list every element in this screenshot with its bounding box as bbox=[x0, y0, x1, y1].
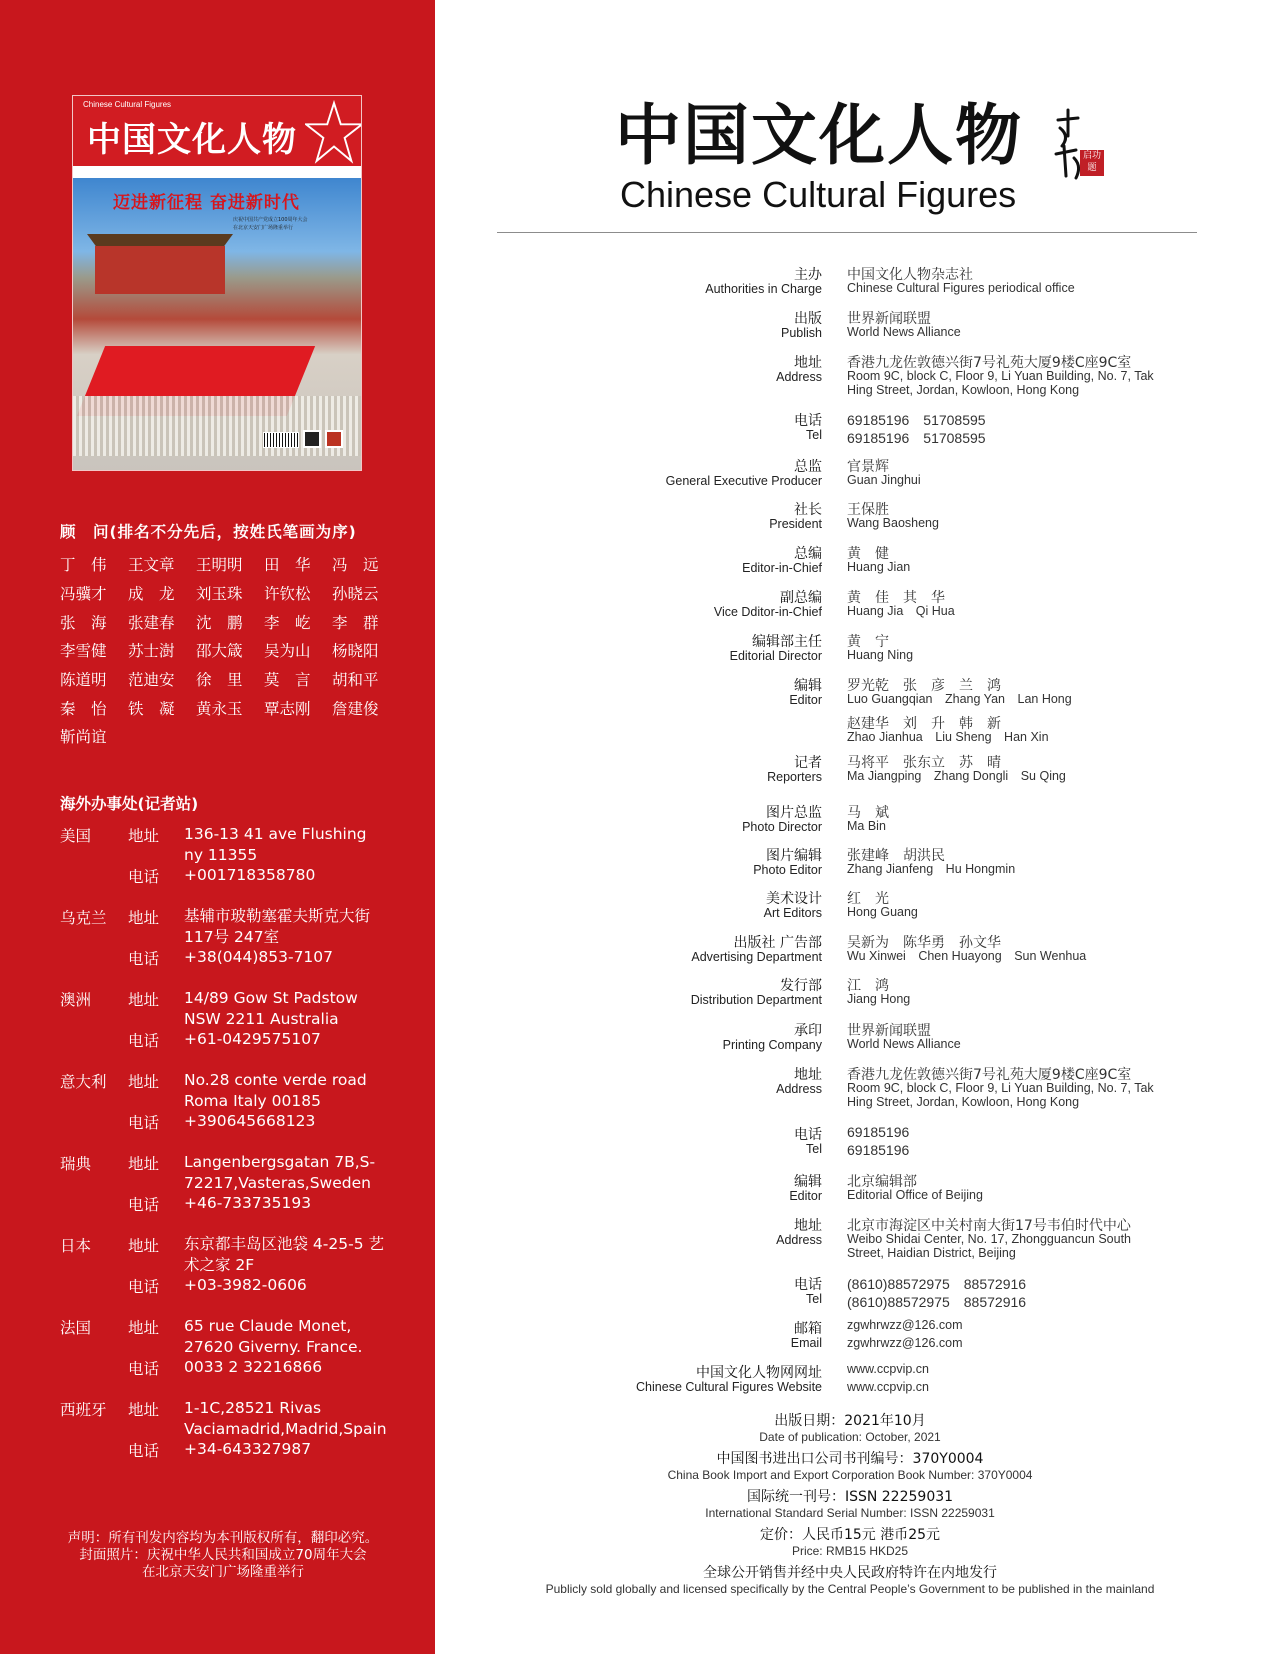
advisor-name: 李雪健 bbox=[60, 642, 107, 661]
office-country: 意大利 bbox=[60, 1073, 107, 1091]
name-cn: 吴新为 陈华勇 孙文华 bbox=[847, 935, 1001, 951]
office-address: 1-1C,28521 Rivas Vaciamadrid,Madrid,Spain bbox=[184, 1399, 387, 1438]
name-cn: 北京市海淀区中关村南大街17号韦伯时代中心 bbox=[847, 1218, 1131, 1234]
address-label: 地址 bbox=[128, 909, 160, 927]
role-label-en: Chinese Cultural Figures Website bbox=[636, 1380, 822, 1394]
name-en: Huang Jian bbox=[847, 560, 911, 574]
role-label-en: Vice Dditor-in-Chief bbox=[713, 605, 822, 619]
cover-strip bbox=[73, 166, 361, 178]
qr-code bbox=[303, 430, 321, 448]
office-entry bbox=[60, 1070, 390, 1140]
office-tel: +34-643327987 bbox=[184, 1440, 312, 1458]
name-en: Ma Bin bbox=[847, 819, 886, 833]
cover-en-title: Chinese Cultural Figures bbox=[83, 100, 172, 109]
role-label-en: Address bbox=[776, 1233, 822, 1247]
star-icon bbox=[305, 100, 362, 166]
cover-subtitle-line: 庆祝中国共产党成立100周年大会 bbox=[233, 217, 308, 223]
role-label-en: General Executive Producer bbox=[665, 474, 822, 488]
cover-subtitle-line: 在北京天安门广场隆重举行 bbox=[233, 225, 294, 231]
role-label-cn: 电话 bbox=[794, 1127, 822, 1143]
office-country: 西班牙 bbox=[60, 1401, 107, 1419]
role-label-cn: 总编 bbox=[794, 546, 822, 562]
advisor-name: 刘玉珠 bbox=[196, 585, 243, 604]
advisor-name: 田 华 bbox=[264, 556, 311, 575]
role-label-cn: 图片总监 bbox=[766, 805, 822, 821]
role-label-cn: 中国文化人物网网址 bbox=[696, 1365, 822, 1381]
office-tel: +46-733735193 bbox=[184, 1194, 312, 1212]
role-label-en: Art Editors bbox=[763, 906, 822, 920]
overseas-title: 海外办事处(记者站) bbox=[60, 795, 199, 813]
name-cn: 北京编辑部 bbox=[847, 1174, 917, 1190]
office-entry bbox=[60, 1398, 390, 1468]
name-cn: 官景辉 bbox=[847, 459, 889, 475]
phone-number: (8610)88572975 88572916 bbox=[847, 1294, 1027, 1310]
office-country: 法国 bbox=[60, 1319, 92, 1337]
name-cn: 世界新闻联盟 bbox=[847, 1023, 931, 1039]
cover-cn-title: 中国文化人物 bbox=[87, 120, 297, 160]
tel-label: 电话 bbox=[128, 1360, 160, 1378]
role-label-en: Printing Company bbox=[722, 1038, 822, 1052]
advisor-name: 王明明 bbox=[196, 556, 243, 575]
name-cn: 江 鸿 bbox=[847, 978, 889, 994]
role-label-en: President bbox=[769, 517, 822, 531]
name-en: Zhao Jianhua Liu Sheng Han Xin bbox=[847, 730, 1049, 744]
advisor-row bbox=[60, 579, 400, 608]
name-en: Editorial Office of Beijing bbox=[847, 1188, 983, 1202]
advisor-row bbox=[60, 665, 400, 694]
role-label-en: Photo Editor bbox=[753, 863, 822, 877]
role-label-cn: 地址 bbox=[794, 1218, 822, 1234]
name-cn: 赵建华 刘 升 韩 新 bbox=[847, 716, 1001, 732]
role-label-en: Email bbox=[790, 1336, 822, 1350]
name-en: Room 9C, block C, Floor 9, Li Yuan Building, No. 7, Tak Hing Street, Jordan, Kowloon, Hong Kong bbox=[847, 1081, 1154, 1109]
role-label-cn: 总监 bbox=[794, 459, 822, 475]
name-cn: 黄 宁 bbox=[847, 634, 889, 650]
advisor-name: 张 海 bbox=[60, 613, 107, 632]
role-label-cn: 美术设计 bbox=[766, 891, 822, 907]
advisor-row bbox=[60, 693, 400, 722]
name-en: Room 9C, block C, Floor 9, Li Yuan Building, No. 7, Tak Hing Street, Jordan, Kowloon, Hong Kong bbox=[847, 369, 1154, 397]
office-tel: +390645668123 bbox=[184, 1112, 316, 1130]
role-label-cn: 记者 bbox=[794, 755, 822, 771]
phone-number: 69185196 51708595 bbox=[847, 412, 986, 428]
advisor-name: 詹建俊 bbox=[332, 699, 379, 718]
advisor-name: 王文章 bbox=[128, 556, 175, 575]
contact-value: zgwhrwzz@126.com bbox=[847, 1318, 963, 1332]
address-label: 地址 bbox=[128, 991, 160, 1009]
office-entry bbox=[60, 1316, 390, 1386]
role-label-cn: 图片编辑 bbox=[766, 848, 822, 864]
magazine-logo-en: Chinese Cultural Figures bbox=[620, 174, 1017, 215]
magazine-logo-cn: 中国文化人物 bbox=[615, 96, 1023, 174]
advisor-name: 邵大箴 bbox=[196, 642, 243, 661]
name-en: World News Alliance bbox=[847, 325, 961, 339]
role-label-cn: 发行部 bbox=[780, 978, 822, 994]
contact-value: www.ccpvip.cn bbox=[847, 1380, 929, 1394]
tel-label: 电话 bbox=[128, 1114, 160, 1132]
footer-line-cn: 出版日期：2021年10月 bbox=[774, 1413, 926, 1429]
advisor-name: 覃志刚 bbox=[264, 699, 311, 718]
office-address: 基辅市玻勒塞霍夫斯克大街 117号 247室 bbox=[184, 907, 371, 946]
name-en: Chinese Cultural Figures periodical office bbox=[847, 281, 1075, 295]
advisor-name: 沈 鹏 bbox=[196, 613, 243, 632]
name-cn: 香港九龙佐敦德兴街7号礼苑大厦9楼C座9C室 bbox=[847, 355, 1132, 371]
contact-value: www.ccpvip.cn bbox=[847, 1362, 929, 1376]
advisor-name: 陈道明 bbox=[60, 671, 107, 690]
role-label-en: Editor bbox=[789, 693, 822, 707]
footer-line-en: Price: RMB15 HKD25 bbox=[791, 1544, 909, 1558]
role-label-en: Publish bbox=[781, 326, 822, 340]
role-label-cn: 主办 bbox=[794, 267, 822, 283]
advisor-row bbox=[60, 607, 400, 636]
role-label-cn: 地址 bbox=[794, 1067, 822, 1083]
role-label-cn: 地址 bbox=[794, 355, 822, 371]
advisor-name: 范迪安 bbox=[128, 671, 175, 690]
cover-gate bbox=[95, 246, 225, 294]
name-en: Wang Baosheng bbox=[847, 516, 939, 530]
office-country: 美国 bbox=[60, 827, 92, 845]
name-en: Luo Guangqian Zhang Yan Lan Hong bbox=[847, 692, 1072, 706]
office-entry bbox=[60, 824, 390, 894]
advisor-name: 李 群 bbox=[332, 613, 379, 632]
advisor-name: 许钦松 bbox=[264, 585, 311, 604]
office-tel: +61-0429575107 bbox=[184, 1030, 321, 1048]
role-label-cn: 社长 bbox=[794, 502, 822, 518]
footer-line-cn: 国际统一刊号：ISSN 22259031 bbox=[746, 1489, 954, 1505]
cover-subtitle bbox=[233, 216, 353, 232]
office-tel: 0033 2 32216866 bbox=[184, 1358, 323, 1376]
phone-number: 69185196 bbox=[847, 1142, 910, 1158]
name-en: Guan Jinghui bbox=[847, 473, 921, 487]
office-entry bbox=[60, 1234, 390, 1304]
name-cn: 中国文化人物杂志社 bbox=[847, 267, 973, 283]
address-label: 地址 bbox=[128, 1073, 160, 1091]
office-tel: +38(044)853-7107 bbox=[184, 948, 334, 966]
publication-footer bbox=[500, 1412, 1200, 1602]
advisor-row bbox=[60, 722, 400, 751]
phone-number: (8610)88572975 88572916 bbox=[847, 1276, 1027, 1292]
advisor-name: 成 龙 bbox=[128, 585, 175, 604]
cover-thumbnail bbox=[72, 95, 362, 471]
copyright-statement bbox=[38, 1530, 408, 1581]
tel-label: 电话 bbox=[128, 1032, 160, 1050]
name-cn: 香港九龙佐敦德兴街7号礼苑大厦9楼C座9C室 bbox=[847, 1067, 1132, 1083]
role-label-en: Photo Director bbox=[742, 820, 822, 834]
role-label-cn: 电话 bbox=[794, 1277, 822, 1293]
footer-line-en: Publicly sold globally and licensed specifically by the Central People’s Government to be published in the mainland bbox=[545, 1582, 1155, 1596]
footer-line-cn: 定价：人民币15元 港币25元 bbox=[759, 1527, 941, 1543]
role-label-en: Advertising Department bbox=[691, 950, 822, 964]
name-en: Huang Ning bbox=[847, 648, 914, 662]
office-country: 日本 bbox=[60, 1237, 92, 1255]
role-label-cn: 副总编 bbox=[780, 590, 822, 606]
name-en: Zhang Jianfeng Hu Hongmin bbox=[847, 862, 1016, 876]
advisor-name: 靳尚谊 bbox=[60, 728, 107, 747]
advisor-name: 铁 凝 bbox=[128, 699, 175, 718]
office-country: 乌克兰 bbox=[60, 909, 107, 927]
advisors-list bbox=[60, 550, 400, 751]
tel-label: 电话 bbox=[128, 1278, 160, 1296]
office-tel: +03-3982-0606 bbox=[184, 1276, 307, 1294]
office-entry bbox=[60, 906, 390, 976]
role-label-cn: 电话 bbox=[794, 413, 822, 429]
tel-label: 电话 bbox=[128, 950, 160, 968]
advisor-name: 黄永玉 bbox=[196, 699, 243, 718]
advisor-name: 莫 言 bbox=[264, 671, 311, 690]
cover-headline: 迈进新征程 奋进新时代 bbox=[113, 193, 300, 213]
address-label: 地址 bbox=[128, 1237, 160, 1255]
role-label-en: Editor bbox=[789, 1189, 822, 1203]
advisor-name: 冯 远 bbox=[332, 556, 379, 575]
advisor-name: 杨晓阳 bbox=[332, 642, 379, 661]
office-tel: +001718358780 bbox=[184, 866, 316, 884]
role-label-en: Distribution Department bbox=[690, 993, 822, 1007]
advisor-name: 丁 伟 bbox=[60, 556, 107, 575]
name-en: Ma Jiangping Zhang Dongli Su Qing bbox=[847, 769, 1066, 783]
advisors-title: 顾 问(排名不分先后，按姓氏笔画为序) bbox=[60, 523, 357, 541]
name-en: Huang Jia Qi Hua bbox=[847, 604, 955, 618]
footer-line-cn: 中国图书进出口公司书刊编号：370Y0004 bbox=[716, 1451, 984, 1467]
footer-line-en: Date of publication: October, 2021 bbox=[759, 1430, 941, 1444]
role-label-en: Authorities in Charge bbox=[705, 282, 822, 296]
role-label-cn: 出版 bbox=[794, 311, 822, 327]
barcode bbox=[263, 432, 299, 448]
office-address: 136-13 41 ave Flushing ny 11355 bbox=[184, 825, 367, 864]
advisor-name: 冯骥才 bbox=[60, 585, 107, 604]
advisor-name: 秦 怡 bbox=[60, 699, 107, 718]
advisor-row bbox=[60, 550, 400, 579]
header-divider bbox=[497, 232, 1197, 233]
name-cn: 马 斌 bbox=[847, 805, 889, 821]
role-label-en: Tel bbox=[806, 428, 822, 442]
phone-number: 69185196 bbox=[847, 1124, 910, 1140]
office-address: 14/89 Gow St Padstow NSW 2211 Australia bbox=[184, 989, 358, 1028]
advisor-name: 苏士澍 bbox=[128, 642, 175, 661]
advisor-name: 胡和平 bbox=[332, 671, 379, 690]
left-sidebar bbox=[0, 0, 435, 1654]
name-en: Jiang Hong bbox=[847, 992, 911, 1006]
role-label-en: Tel bbox=[806, 1142, 822, 1156]
office-country: 瑞典 bbox=[60, 1155, 92, 1173]
name-cn: 马将平 张东立 苏 晴 bbox=[847, 755, 1001, 771]
office-entry bbox=[60, 988, 390, 1058]
role-label-cn: 编辑 bbox=[794, 1174, 822, 1190]
name-en: Hong Guang bbox=[847, 905, 918, 919]
name-cn: 王保胜 bbox=[847, 502, 889, 518]
role-label-en: Address bbox=[776, 370, 822, 384]
footer-line-cn: 全球公开销售并经中央人民政府特许在内地发行 bbox=[703, 1565, 997, 1581]
role-label-cn: 出版社 广告部 bbox=[733, 935, 822, 951]
role-label-cn: 编辑 bbox=[794, 678, 822, 694]
office-entry bbox=[60, 1152, 390, 1222]
office-address: 东京都丰岛区池袋 4-25-5 艺术之家 2F bbox=[184, 1235, 384, 1274]
name-en: Wu Xinwei Chen Huayong Sun Wenhua bbox=[847, 949, 1087, 963]
address-label: 地址 bbox=[128, 1401, 160, 1419]
statement-line: 在北京天安门广场隆重举行 bbox=[142, 1564, 304, 1580]
advisor-name: 李 屹 bbox=[264, 613, 311, 632]
seal-stamp: 启功题 bbox=[1080, 150, 1104, 176]
footer-line-en: China Book Import and Export Corporation Book Number: 370Y0004 bbox=[667, 1468, 1033, 1482]
contact-value: zgwhrwzz@126.com bbox=[847, 1336, 963, 1350]
role-label-cn: 承印 bbox=[794, 1023, 822, 1039]
office-country: 澳洲 bbox=[60, 991, 92, 1009]
advisor-name: 吴为山 bbox=[264, 642, 311, 661]
role-label-en: Editorial Director bbox=[729, 649, 822, 663]
address-label: 地址 bbox=[128, 827, 160, 845]
name-cn: 黄 佳 其 华 bbox=[847, 590, 945, 606]
advisor-name: 张建春 bbox=[128, 613, 175, 632]
name-en: Weibo Shidai Center, No. 17, Zhongguancun South Street, Haidian District, Beijing bbox=[847, 1232, 1131, 1260]
office-address: No.28 conte verde road Roma Italy 00185 bbox=[184, 1071, 367, 1110]
role-label-cn: 编辑部主任 bbox=[752, 634, 822, 650]
tel-label: 电话 bbox=[128, 868, 160, 886]
name-cn: 世界新闻联盟 bbox=[847, 311, 931, 327]
name-en: World News Alliance bbox=[847, 1037, 961, 1051]
statement-line: 封面照片：庆祝中华人民共和国成立70周年大会 bbox=[79, 1547, 367, 1563]
name-cn: 黄 健 bbox=[847, 546, 889, 562]
advisor-name: 徐 里 bbox=[196, 671, 243, 690]
phone-number: 69185196 51708595 bbox=[847, 430, 986, 446]
office-address: 65 rue Claude Monet, 27620 Giverny. France. bbox=[184, 1317, 363, 1356]
name-cn: 张建峰 胡洪民 bbox=[847, 848, 945, 864]
role-label-en: Editor-in-Chief bbox=[742, 561, 822, 575]
tel-label: 电话 bbox=[128, 1196, 160, 1214]
role-label-en: Tel bbox=[806, 1292, 822, 1306]
advisor-row bbox=[60, 636, 400, 665]
footer-line-en: International Standard Serial Number: ISSN 22259031 bbox=[705, 1506, 995, 1520]
statement-line: 声明：所有刊发内容均为本刊版权所有，翻印必究。 bbox=[67, 1530, 379, 1546]
tel-label: 电话 bbox=[128, 1442, 160, 1460]
address-label: 地址 bbox=[128, 1319, 160, 1337]
office-address: Langenbergsgatan 7B,S-72217,Vasteras,Sweden bbox=[184, 1153, 376, 1192]
name-cn: 罗光乾 张 彦 兰 鸿 bbox=[847, 678, 1001, 694]
role-label-cn: 邮箱 bbox=[794, 1321, 822, 1337]
advisor-name: 孙晓云 bbox=[332, 585, 379, 604]
role-label-en: Reporters bbox=[767, 770, 822, 784]
address-label: 地址 bbox=[128, 1155, 160, 1173]
role-label-en: Address bbox=[776, 1082, 822, 1096]
qr-code bbox=[325, 430, 343, 448]
name-cn: 红 光 bbox=[847, 891, 889, 907]
